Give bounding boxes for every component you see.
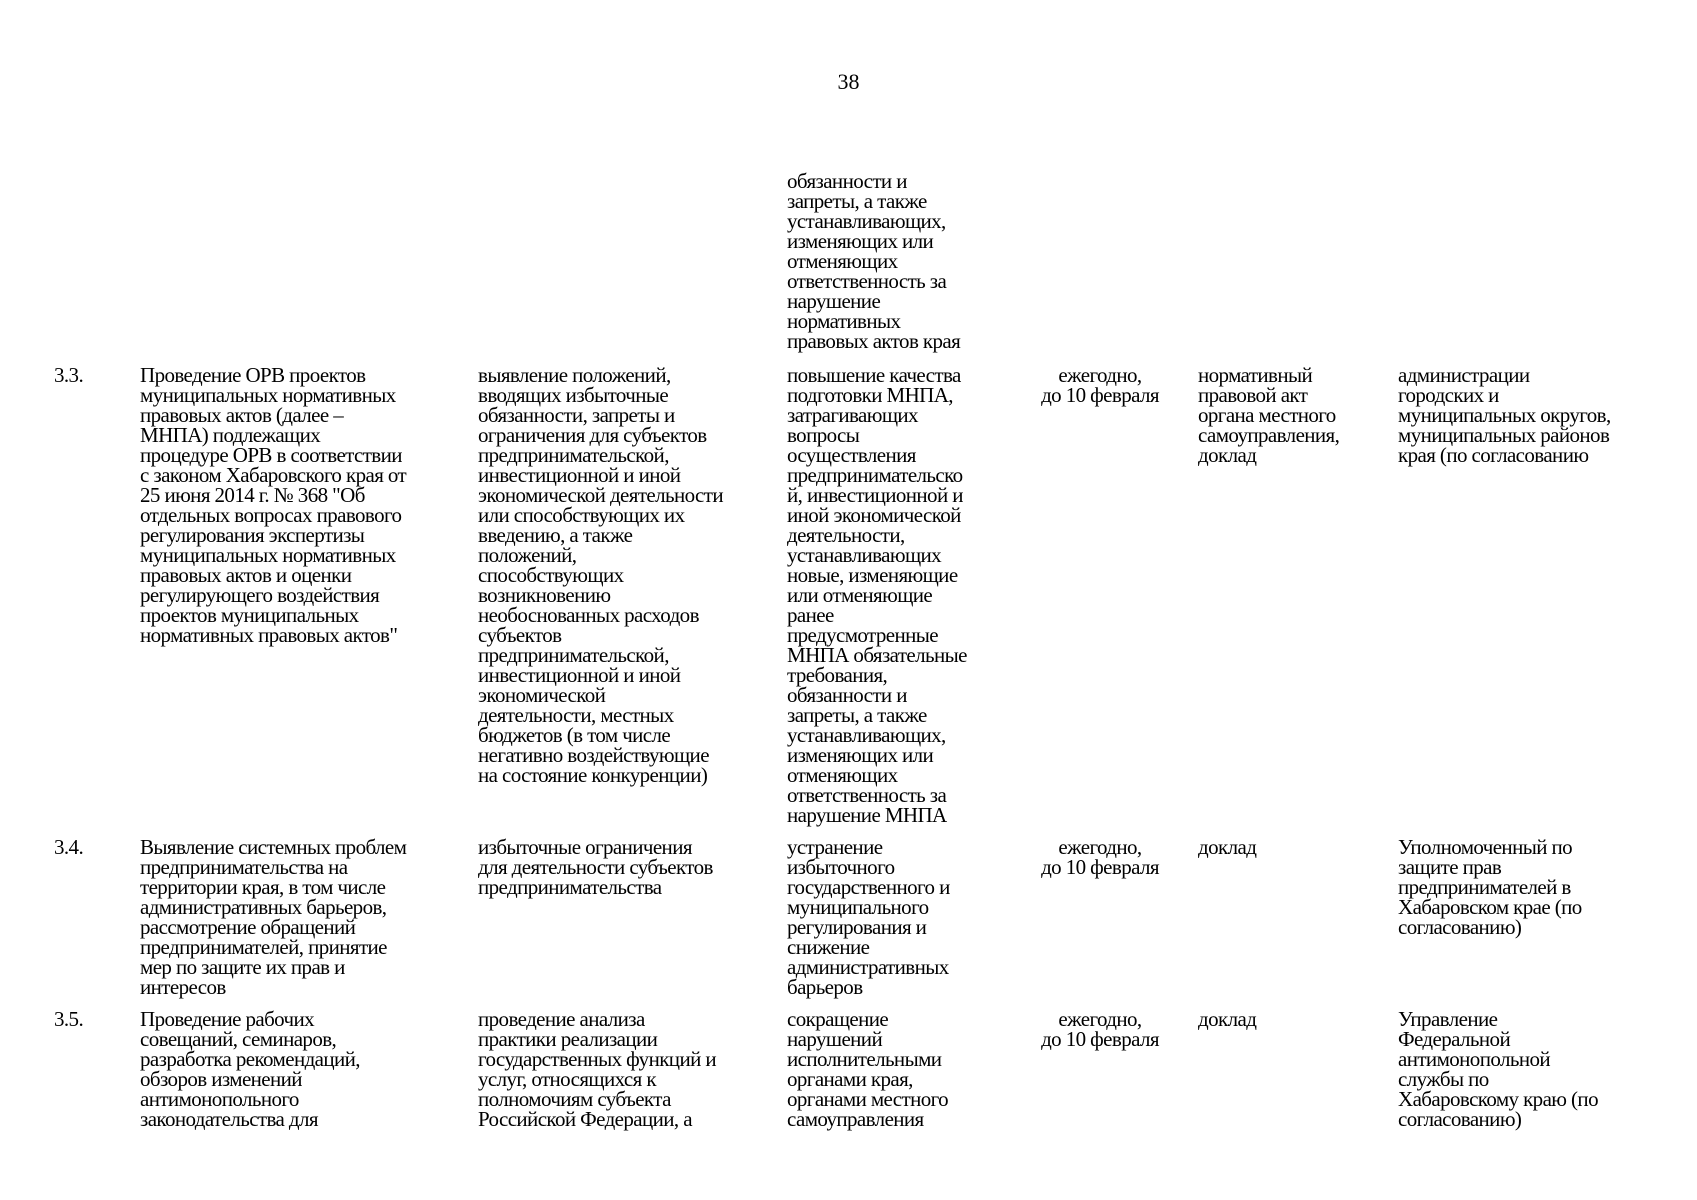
action-cell: Проведение рабочих совещаний, семинаров, разработка рекомендаций, обзоров изменений антимонопольного законодательства для [140,1007,360,1131]
form-cell: доклад [1198,1007,1257,1031]
problem-cell: избыточные ограничения для деятельности субъектов предпринимательства [478,835,713,899]
problem-cell: проведение анализа практики реализации государственных функций и услуг, относящихся к полномочиям субъекта Российской Федерации, а [478,1007,717,1131]
term-cell: ежегодно, до 10 февраля [1041,363,1159,407]
row-number: 3.5. [54,1007,84,1031]
action-cell: Проведение ОРВ проектов муниципальных нормативных правовых актов (далее – МНПА) подлежащих процедуре ОРВ в соответствии с законом Хабаровского края от 25 июня 2014 г. № 368 "Об отдельных вопросах правового регулирования экспертизы муниципальных нормативных правовых актов и оценки регулирующего воздействия проектов муниципальных нормативных правовых актов" [140,363,407,647]
responsible-cell: администрации городских и муниципальных округов, муниципальных районов края (по согласованию [1398,363,1611,467]
action-cell: Выявление системных проблем предпринимательства на территории края, в том числе административных барьеров, рассмотрение обращений предпринимателей, принятие мер по защите их прав и интересов [140,835,407,999]
problem-cell: выявление положений, вводящих избыточные обязанности, запреты и ограничения для субъектов предпринимательской, инвестиционной и иной экономической деятельности или способствующих их введению, а также положений, способствующих возникновению необоснованных расходов субъектов предпринимательской, инвестиционной и иной экономической деятельности, местных бюджетов (в том числе негативно воздействующие на состояние конкуренции) [478,363,723,787]
continuation-result-cell: обязанности и запреты, а также устанавливающих, изменяющих или отменяющих ответственность за нарушение нормативных правовых актов края [787,169,961,353]
row-number: 3.4. [54,835,84,859]
result-cell: сокращение нарушений исполнительными органами края, органами местного самоуправления [787,1007,949,1131]
term-cell: ежегодно, до 10 февраля [1041,835,1159,879]
term-cell: ежегодно, до 10 февраля [1041,1007,1159,1051]
page-number: 38 [837,69,860,94]
responsible-cell: Уполномоченный по защите прав предпринимателей в Хабаровском крае (по согласованию) [1398,835,1582,939]
responsible-cell: Управление Федеральной антимонопольной службы по Хабаровскому краю (по согласованию) [1398,1007,1598,1131]
form-cell: доклад [1198,835,1257,859]
result-cell: повышение качества подготовки МНПА, затрагивающих вопросы осуществления предпринимательско й, инвестиционной и иной экономической деятельности, устанавливающих новые, изменяющие или отменяющие ранее предусмотренные МНПА обязательные требования, обязанности и запреты, а также устанавливающих, изменяющих или отменяющих ответственность за нарушение МНПА [787,363,967,827]
form-cell: нормативный правовой акт органа местного самоуправления, доклад [1198,363,1340,467]
row-number: 3.3. [54,363,84,387]
result-cell: устранение избыточного государственного и муниципального регулирования и снижение административных барьеров [787,835,950,999]
